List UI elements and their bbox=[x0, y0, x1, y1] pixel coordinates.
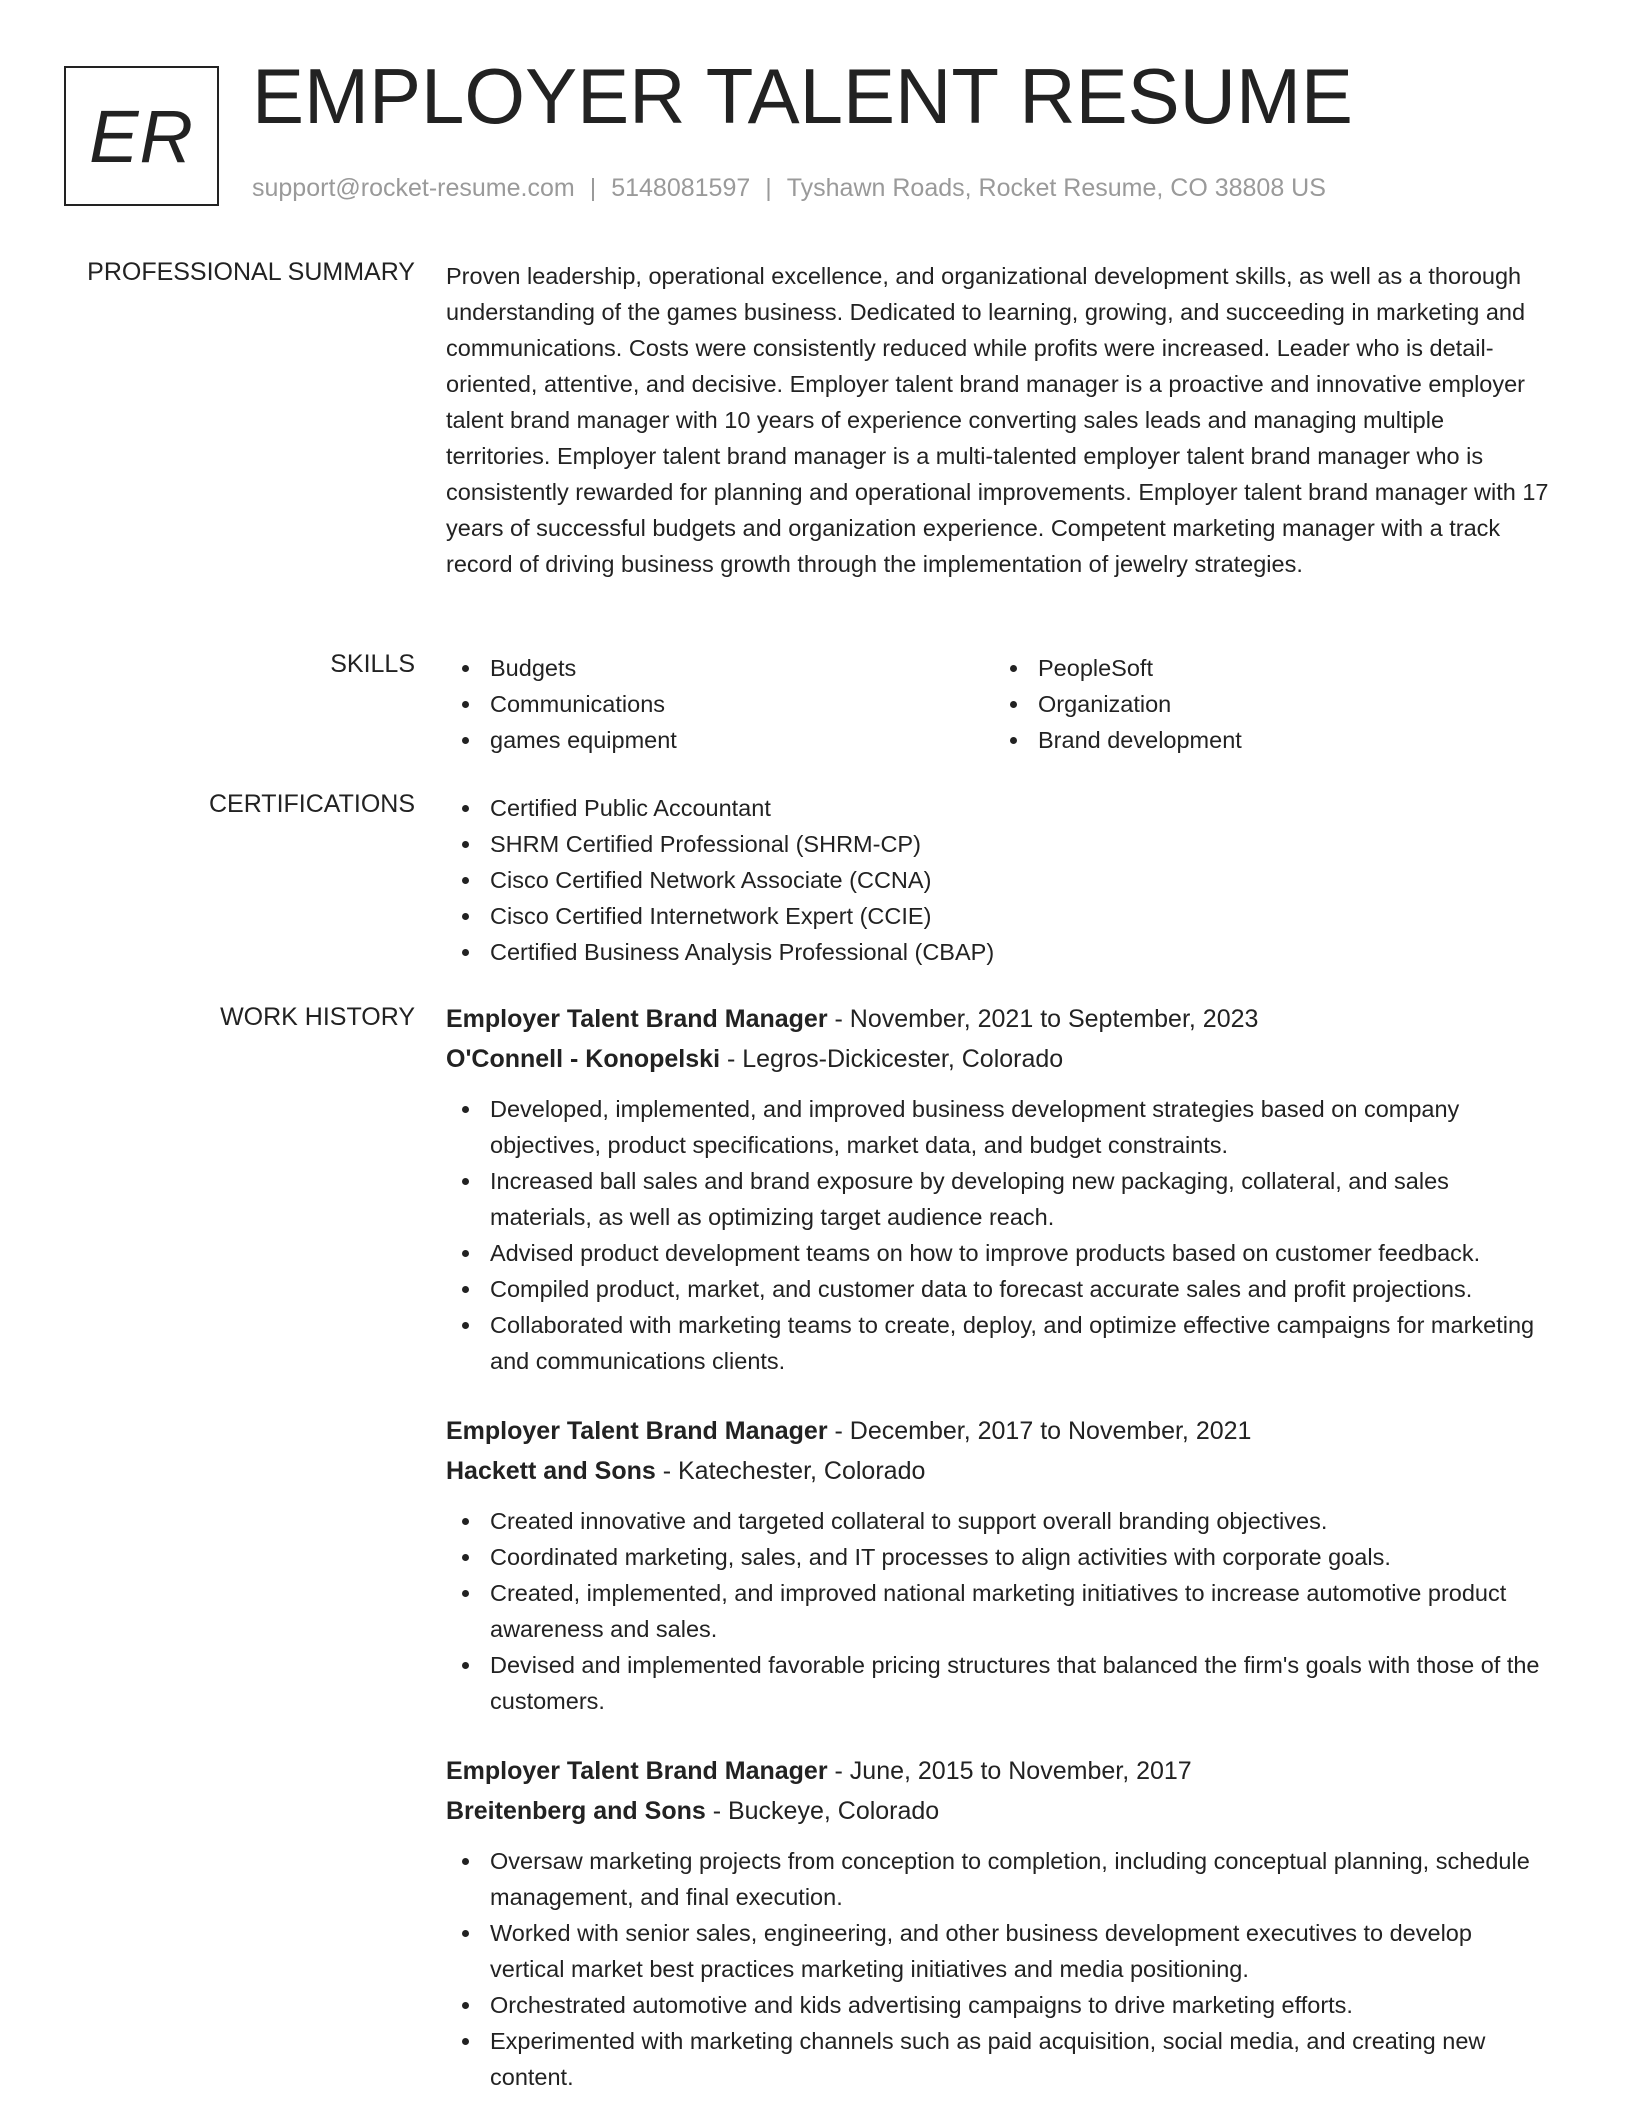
work-history-body bbox=[446, 999, 1551, 2127]
skill-item: PeopleSoft bbox=[994, 650, 1542, 686]
job-company-line bbox=[446, 1791, 1551, 1831]
job-location: - Legros-Dickicester, Colorado bbox=[720, 1045, 1064, 1073]
job-bullet: Increased ball sales and brand exposure by developing new packaging, collateral, and sales materials, as well as optimizing target audience reach. bbox=[446, 1163, 1551, 1235]
certification-item: Cisco Certified Network Associate (CCNA) bbox=[446, 862, 1551, 898]
certification-item: Certified Public Accountant bbox=[446, 790, 1551, 826]
skill-item: Brand development bbox=[994, 722, 1542, 758]
job-title-line bbox=[446, 999, 1551, 1039]
job-entry bbox=[446, 999, 1551, 1379]
job-bullet: Compiled product, market, and customer data to forecast accurate sales and profit projections. bbox=[446, 1271, 1551, 1307]
job-dates: - June, 2015 to November, 2017 bbox=[827, 1757, 1192, 1785]
job-bullets bbox=[446, 1091, 1551, 1379]
job-bullet: Devised and implemented favorable pricing structures that balanced the firm's goals with those of the customers. bbox=[446, 1647, 1551, 1719]
certification-item: Certified Business Analysis Professional (CBAP) bbox=[446, 934, 1551, 970]
skills-list-left bbox=[446, 650, 994, 758]
job-bullet: Created innovative and targeted collateral to support overall branding objectives. bbox=[446, 1503, 1551, 1539]
skill-item: games equipment bbox=[446, 722, 994, 758]
contact-address: Tyshawn Roads, Rocket Resume, CO 38808 US bbox=[786, 174, 1326, 202]
summary-text: Proven leadership, operational excellence, and organizational development skills, as well as a thorough understanding of the games business. Dedicated to learning, growing, and succeeding in marketing and communications. Costs were consistently reduced while profits were increased. Leader who is detail-oriented, attentive, and decisive. Employer talent brand manager is a proactive and innovative employer talent brand manager with 10 years of experience converting sales leads and managing multiple territories. Employer talent brand manager is a multi-talented employer talent brand manager who is consistently rewarded for planning and operational improvements. Employer talent brand manager with 17 years of successful budgets and organization experience. Competent marketing manager with a track record of driving business growth through the implementation of jewelry strategies. bbox=[446, 263, 1549, 577]
job-bullet: Created, implemented, and improved national marketing initiatives to increase automotive product awareness and sales. bbox=[446, 1575, 1551, 1647]
job-entry bbox=[446, 1411, 1551, 1719]
job-bullet: Orchestrated automotive and kids advertising campaigns to drive marketing efforts. bbox=[446, 1987, 1551, 2023]
resume-title: EMPLOYER TALENT RESUME bbox=[252, 52, 1353, 140]
job-title: Employer Talent Brand Manager bbox=[446, 1417, 828, 1445]
job-bullet: Worked with senior sales, engineering, and other business development executives to develop vertical market best practices marketing initiatives and media positioning. bbox=[446, 1915, 1551, 1987]
job-company-line bbox=[446, 1039, 1551, 1079]
certification-item: Cisco Certified Internetwork Expert (CCIE) bbox=[446, 898, 1551, 934]
job-bullet: Oversaw marketing projects from conception to completion, including conceptual planning, schedule management, and final execution. bbox=[446, 1843, 1551, 1915]
job-bullet: Experimented with marketing channels such as paid acquisition, social media, and creating new content. bbox=[446, 2023, 1551, 2095]
contact-separator: | bbox=[589, 174, 597, 202]
job-dates: - December, 2017 to November, 2021 bbox=[827, 1417, 1252, 1445]
section-label-summary: PROFESSIONAL SUMMARY bbox=[87, 258, 415, 286]
skill-item: Organization bbox=[994, 686, 1542, 722]
skills-grid bbox=[446, 650, 1551, 758]
job-location: - Buckeye, Colorado bbox=[705, 1797, 940, 1825]
skills-list-right bbox=[994, 650, 1542, 758]
contact-line bbox=[252, 174, 1326, 203]
contact-phone[interactable]: 5148081597 bbox=[611, 174, 751, 202]
monogram-initials: ER bbox=[89, 94, 194, 178]
job-title: Employer Talent Brand Manager bbox=[446, 1005, 828, 1033]
job-bullet: Advised product development teams on how to improve products based on customer feedback. bbox=[446, 1235, 1551, 1271]
certifications-body bbox=[446, 790, 1551, 970]
certification-item: SHRM Certified Professional (SHRM-CP) bbox=[446, 826, 1551, 862]
job-bullet: Collaborated with marketing teams to create, deploy, and optimize effective campaigns for marketing and communications clients. bbox=[446, 1307, 1551, 1379]
contact-separator: | bbox=[765, 174, 772, 202]
job-dates: - November, 2021 to September, 2023 bbox=[827, 1005, 1259, 1033]
certifications-list bbox=[446, 790, 1551, 970]
section-label-work-history: WORK HISTORY bbox=[220, 1003, 415, 1031]
job-company: Breitenberg and Sons bbox=[446, 1797, 706, 1825]
contact-email[interactable]: support@rocket-resume.com bbox=[252, 174, 575, 202]
skill-item: Budgets bbox=[446, 650, 994, 686]
job-title-line bbox=[446, 1751, 1551, 1791]
job-company: O'Connell - Konopelski bbox=[446, 1045, 721, 1073]
job-title: Employer Talent Brand Manager bbox=[446, 1757, 828, 1785]
job-bullet: Developed, implemented, and improved business development strategies based on company objectives, product specifications, market data, and budget constraints. bbox=[446, 1091, 1551, 1163]
summary-body bbox=[446, 258, 1551, 582]
section-label-certifications: CERTIFICATIONS bbox=[208, 790, 415, 818]
skill-item: Communications bbox=[446, 686, 994, 722]
job-location: - Katechester, Colorado bbox=[655, 1457, 926, 1485]
job-title-line bbox=[446, 1411, 1551, 1451]
job-bullets bbox=[446, 1843, 1551, 2095]
section-label-skills: SKILLS bbox=[330, 650, 415, 678]
job-bullet: Coordinated marketing, sales, and IT processes to align activities with corporate goals. bbox=[446, 1539, 1551, 1575]
job-bullets bbox=[446, 1503, 1551, 1719]
monogram-logo bbox=[64, 66, 219, 206]
job-company: Hackett and Sons bbox=[446, 1457, 656, 1485]
job-entry bbox=[446, 1751, 1551, 2095]
job-company-line bbox=[446, 1451, 1551, 1491]
